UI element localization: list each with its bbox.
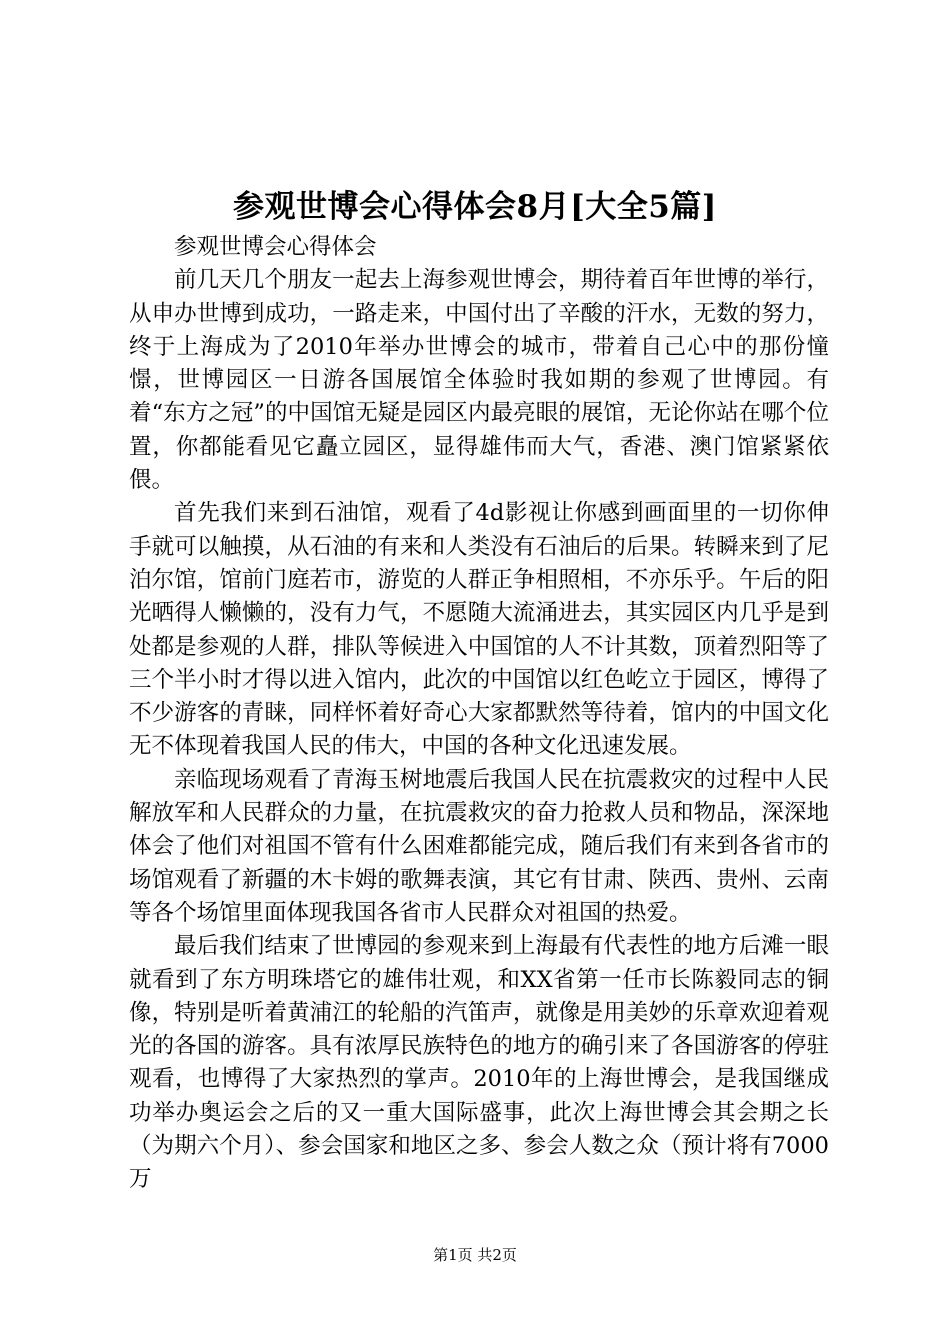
paragraph: 前几天几个朋友一起去上海参观世博会，期待着百年世博的举行，从申办世博到成功，一路走来，中国付出了辛酸的汗水，无数的努力，终于上海成为了2010年举办世博会的城市，带着自己心中的那份憧憬，世博园区一日游各国展馆全体验时我如期的参观了世博园。有着“东方之冠”的中国馆无疑是园区内最亮眼的展馆，无论你站在哪个位置，你都能看见它矗立园区，显得雄伟而大气，香港、澳门馆紧紧依偎。: [129, 267, 829, 494]
document-body: [129, 231, 829, 1197]
paragraph: 首先我们来到石油馆，观看了4d影视让你感到画面里的一切你伸手就可以触摸，从石油的有来和人类没有石油后的后果。转瞬来到了尼泊尔馆，馆前门庭若市，游览的人群正争相照相，不亦乐乎。午后的阳光晒得人懒懒的，没有力气，不愿随大流涌进去，其实园区内几乎是到处都是参观的人群，排队等候进入中国馆的人不计其数，顶着烈阳等了三个半小时才得以进入馆内，此次的中国馆以红色屹立于园区，博得了不少游客的青睐，同样怀着好奇心大家都默然等待着，馆内的中国文化无不体现着我国人民的伟大，中国的各种文化迅速发展。: [129, 500, 829, 760]
paragraph: 亲临现场观看了青海玉树地震后我国人民在抗震救灾的过程中人民解放军和人民群众的力量，在抗震救灾的奋力抢救人员和物品，深深地体会了他们对祖国不管有什么困难都能完成，随后我们有来到各省市的场馆观看了新疆的木卡姆的歌舞表演，其它有甘肃、陕西、贵州、云南等各个场馆里面体现我国各省市人民群众对祖国的热爱。: [129, 766, 829, 926]
page-number-footer: 第1页 共2页: [433, 1246, 517, 1264]
paragraph: 最后我们结束了世博园的参观来到上海最有代表性的地方后滩一眼就看到了东方明珠塔它的雄伟壮观，和XX省第一任市长陈毅同志的铜像，特别是听着黄浦江的轮船的汽笛声，就像是用美妙的乐章欢迎着观光的各国的游客。具有浓厚民族特色的地方的确引来了各国游客的停驻观看，也博得了大家热烈的掌声。2010年的上海世博会，是我国继成功举办奥运会之后的又一重大国际盛事，此次上海世博会其会期之长（为期六个月）、参会国家和地区之多、参会人数之众（预计将有7000万: [129, 933, 829, 1193]
document-title: 参观世博会心得体会8月[大全5篇]: [233, 189, 717, 225]
subtitle-paragraph: 参观世博会心得体会: [174, 234, 377, 260]
